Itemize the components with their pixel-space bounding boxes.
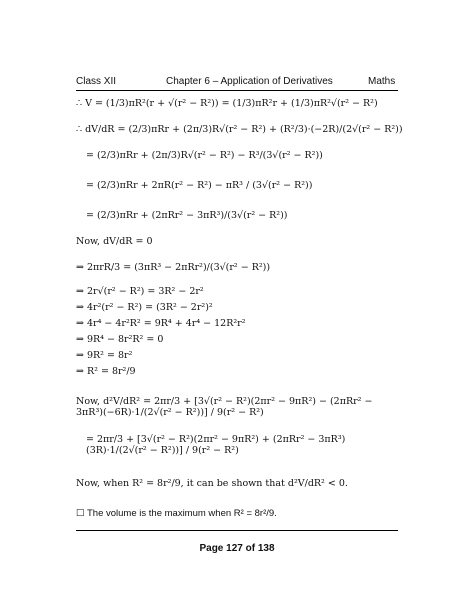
equation-line: ∴ dV/dR = (2/3)πRr + (2π/3)R√(r² − R²) + (R²/3)·(−2R)/(2√(r² − R²))	[76, 124, 403, 135]
header-rule	[76, 90, 398, 91]
equation-line: = (2/3)πRr + (2πRr² − 3πR³)/(3√(r² − R²))	[86, 210, 288, 221]
equation-line: ⇒ 2πrR/3 = (3πR³ − 2πRr²)/(3√(r² − R²))	[76, 262, 271, 273]
equation-line: = 2πr/3 + [3√(r² − R²)(2πr² − 9πR²) + (2πRr² − 3πR³)(3R)·1/(2√(r² − R²))] / 9(r² − R²)	[86, 434, 346, 456]
equation-line: = (2/3)πRr + (2π/3)R√(r² − R²) − R³/(3√(r² − R²))	[86, 150, 323, 161]
equation-line: ⇒ 9R⁴ − 8r²R² = 0	[76, 334, 164, 345]
equation-line: ⇒ 2r√(r² − R²) = 3R² − 2r²	[76, 286, 204, 297]
equation-line: Now, d²V/dR² = 2πr/3 + [3√(r² − R²)(2πr² − 9πR²) − (2πRr² − 3πR³)(−6R)·1/(2√(r² − R²))] / 9(r² − R²)	[76, 396, 373, 418]
equation-line: ⇒ 4r⁴ − 4r²R² = 9R⁴ + 4r⁴ − 12R²r²	[76, 318, 246, 329]
equation-line: ⇒ R² = 8r²/9	[76, 366, 136, 377]
checkbox-icon: ☐	[76, 508, 85, 519]
equation-line: Now, when R² = 8r²/9, it can be shown that d²V/dR² < 0.	[76, 478, 348, 489]
equation-line: ⇒ 9R² = 8r²	[76, 350, 133, 361]
footer-rule	[76, 530, 398, 531]
equation-line: ∴ V = (1/3)πR²(r + √(r² − R²)) = (1/3)πR²r + (1/3)πR²√(r² − R²)	[76, 98, 378, 109]
equation-line: ⇒ 4r²(r² − R²) = (3R² − 2r²)²	[76, 302, 213, 313]
header-chapter: Chapter 6 – Application of Derivatives	[166, 76, 333, 87]
equation-line: = (2/3)πRr + 2πR(r² − R²) − πR³ / (3√(r² − R²))	[86, 180, 313, 191]
header-subject: Maths	[368, 76, 396, 87]
conclusion-line	[76, 508, 277, 519]
conclusion-text: The volume is the maximum when R² = 8r²/9.	[87, 508, 277, 519]
equation-line: Now, dV/dR = 0	[76, 236, 153, 247]
page-number: Page 127 of 138	[199, 543, 275, 554]
header-class: Class XII	[76, 76, 117, 87]
